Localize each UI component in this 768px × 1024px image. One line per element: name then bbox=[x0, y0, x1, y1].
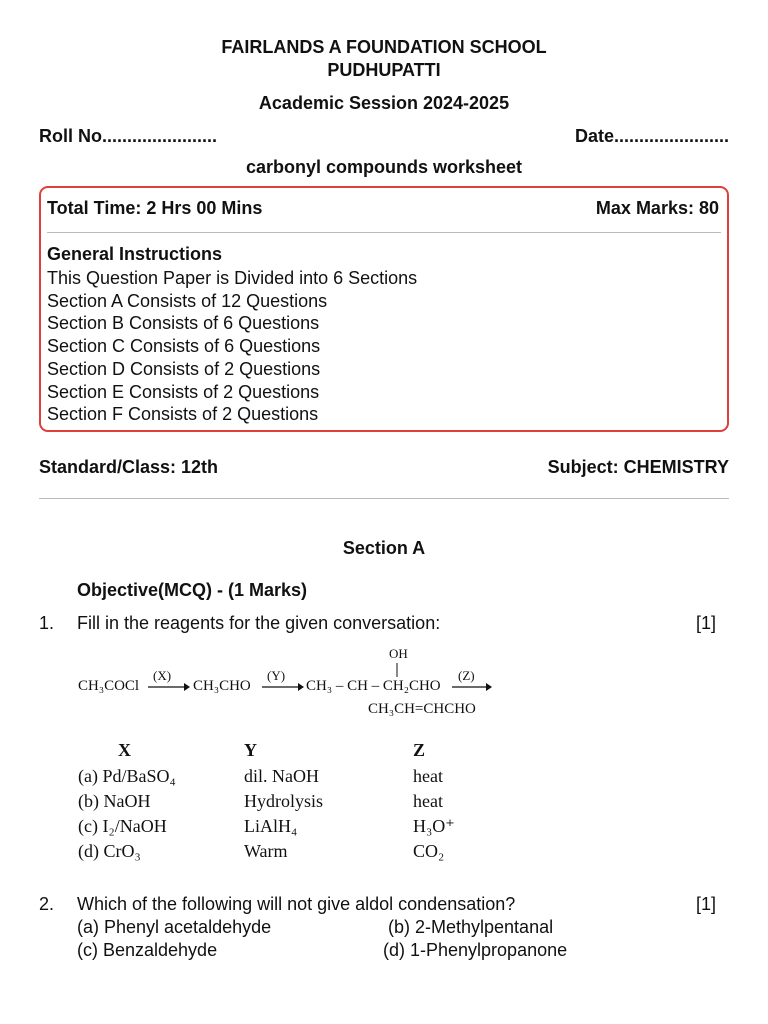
instruction-item: This Question Paper is Divided into 6 Sections bbox=[47, 268, 418, 288]
reactant: CH₃COCl bbox=[78, 678, 140, 694]
reagent-z-label: (Z) bbox=[458, 668, 475, 683]
question-marks: [1] bbox=[695, 894, 716, 914]
instruction-item: Section F Consists of 2 Questions bbox=[47, 404, 319, 425]
question-text: Fill in the reagents for the given conversation: bbox=[77, 613, 441, 633]
q2-option-c: (c) Benzaldehyde bbox=[77, 940, 218, 960]
worksheet-title: carbonyl compounds worksheet bbox=[245, 157, 523, 177]
bond-line bbox=[395, 663, 399, 677]
question-number: 1. bbox=[39, 613, 55, 633]
question-marks: [1] bbox=[695, 613, 716, 633]
final-product: CH₃CH=CHCHO bbox=[368, 701, 476, 717]
instruction-item: Section C Consists of 6 Questions bbox=[47, 336, 321, 357]
option-d-z: CO₂ bbox=[413, 841, 445, 861]
instructions-box bbox=[39, 186, 729, 432]
intermediate-2: CH₃ – CH – CH₂CHO bbox=[306, 678, 441, 694]
instructions-list bbox=[47, 267, 417, 426]
option-d-x: (d) CrO₃ bbox=[78, 841, 141, 861]
arrow-icon bbox=[452, 682, 492, 692]
option-c-x: (c) I₂/NaOH bbox=[78, 816, 167, 836]
school-name: FAIRLANDS A FOUNDATION SCHOOL bbox=[221, 37, 547, 57]
q2-option-b: (b) 2-Methylpentanal bbox=[388, 917, 554, 937]
question-number: 2. bbox=[39, 894, 55, 914]
max-marks: Max Marks: 80 bbox=[595, 198, 719, 218]
class-subject-row bbox=[39, 457, 729, 478]
option-c-z: H₃O⁺ bbox=[413, 816, 455, 836]
option-b-z: heat bbox=[413, 791, 443, 811]
section-subtitle: Objective(MCQ) - (1 Marks) bbox=[77, 580, 308, 600]
time-marks-row bbox=[47, 198, 719, 219]
section-title: Section A bbox=[342, 538, 426, 558]
question-text: Which of the following will not give aldol condensation? bbox=[77, 894, 516, 914]
reagent-y-label: (Y) bbox=[267, 668, 286, 683]
instruction-item: Section B Consists of 6 Questions bbox=[47, 313, 320, 334]
arrow-icon bbox=[148, 682, 190, 692]
school-place: PUDHUPATTI bbox=[327, 60, 441, 80]
option-a-x: (a) Pd/BaSO₄ bbox=[78, 766, 176, 786]
intermediate-1: CH₃CHO bbox=[193, 678, 251, 694]
total-time: Total Time: 2 Hrs 00 Mins bbox=[47, 198, 263, 218]
reagent-x-label: (X) bbox=[153, 668, 172, 683]
instruction-item: Section E Consists of 2 Questions bbox=[47, 381, 320, 402]
column-z-header: Z bbox=[413, 740, 426, 760]
option-b-x: (b) NaOH bbox=[78, 791, 151, 811]
general-instructions-title: General Instructions bbox=[47, 244, 223, 264]
option-a-z: heat bbox=[413, 766, 443, 786]
standard-class: Standard/Class: 12th bbox=[39, 457, 219, 477]
option-b-y: Hydrolysis bbox=[244, 791, 324, 811]
q2-option-d: (d) 1-Phenylpropanone bbox=[383, 940, 568, 960]
option-d-y: Warm bbox=[244, 841, 288, 861]
option-c-y: LiAlH₄ bbox=[244, 816, 298, 836]
instruction-item: Section D Consists of 2 Questions bbox=[47, 358, 321, 379]
hydroxyl-group: OH bbox=[389, 646, 408, 661]
q2-option-a: (a) Phenyl acetaldehyde bbox=[77, 917, 272, 937]
instruction-item: Section A Consists of 12 Questions bbox=[47, 290, 328, 311]
column-y-header: Y bbox=[244, 740, 257, 760]
column-x-header: X bbox=[118, 740, 131, 760]
option-a-y: dil. NaOH bbox=[244, 766, 319, 786]
roll-date-row bbox=[39, 126, 729, 147]
roll-no-field: Roll No....................... bbox=[39, 126, 218, 146]
arrow-icon bbox=[262, 682, 304, 692]
subject: Subject: CHEMISTRY bbox=[547, 457, 729, 477]
academic-session: Academic Session 2024-2025 bbox=[258, 93, 510, 113]
section-divider bbox=[39, 498, 729, 499]
box-divider bbox=[47, 232, 721, 233]
date-field: Date....................... bbox=[574, 126, 729, 146]
